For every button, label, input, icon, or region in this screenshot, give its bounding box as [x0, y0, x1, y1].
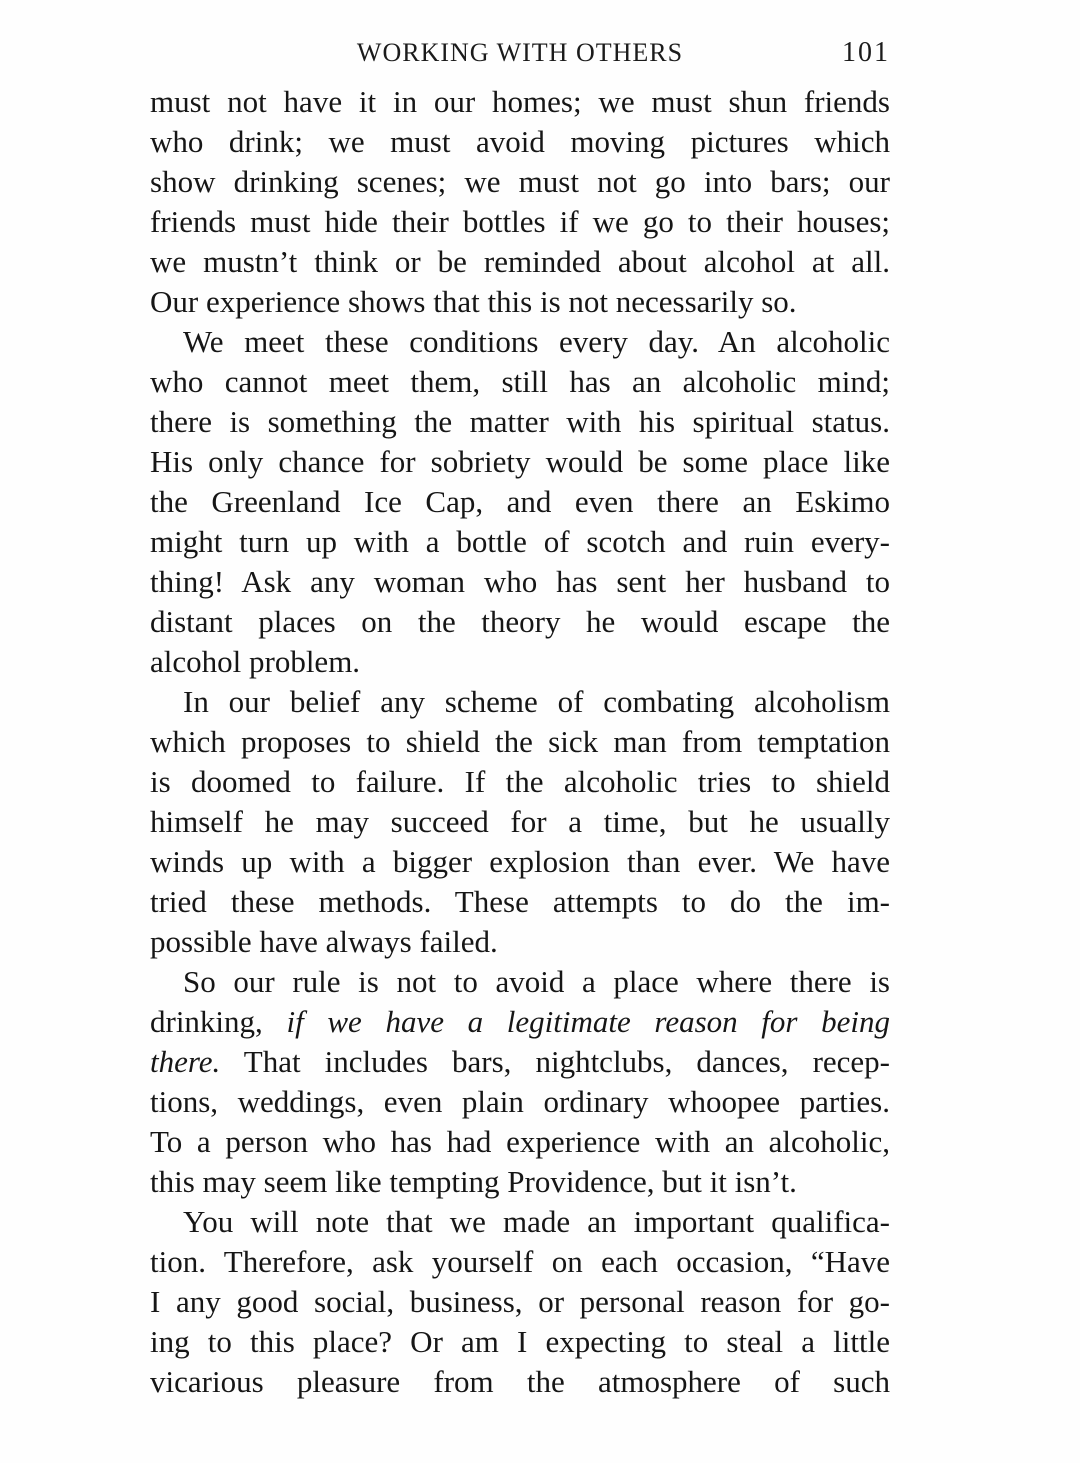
text-run: himself he may succeed for a time, but he usually [150, 804, 890, 839]
text-run: which proposes to shield the sick man from temptation [150, 724, 890, 759]
text-run: I any good social, business, or personal reason for go- [150, 1284, 890, 1319]
page-header [150, 38, 890, 68]
text-line [150, 1082, 890, 1122]
text-line [150, 882, 890, 922]
text-line [150, 202, 890, 242]
text-run: this may seem like tempting Providence, but it isn’t. [150, 1164, 797, 1199]
text-run: who cannot meet them, still has an alcoholic mind; [150, 364, 890, 399]
text-run: tried these methods. These attempts to do the im- [150, 884, 890, 919]
text-run: Our experience shows that this is not necessarily so. [150, 284, 797, 319]
text-run: thing! Ask any woman who has sent her husband to [150, 564, 890, 599]
text-line [150, 362, 890, 402]
text-run: who drink; we must avoid moving pictures which [150, 124, 890, 159]
page-number: 101 [842, 37, 890, 68]
text-run: ing to this place? Or am I expecting to steal a little [150, 1324, 890, 1359]
text-line [150, 82, 890, 122]
text-line [150, 482, 890, 522]
text-run: That includes bars, nightclubs, dances, recep- [220, 1044, 890, 1079]
text-run: possible have always failed. [150, 924, 498, 959]
paragraph [150, 1202, 890, 1402]
text-run: alcohol problem. [150, 644, 361, 679]
text-line [150, 1202, 890, 1242]
text-line [150, 762, 890, 802]
paragraph [150, 322, 890, 682]
text-line [150, 1242, 890, 1282]
text-run: tions, weddings, even plain ordinary whoopee parties. [150, 1084, 890, 1119]
text-run: So our rule is not to avoid a place where there is [183, 964, 890, 999]
text-line [150, 402, 890, 442]
text-line [150, 962, 890, 1002]
text-run: vicarious pleasure from the atmosphere of such [150, 1364, 890, 1399]
text-line [150, 322, 890, 362]
text-line [150, 642, 890, 682]
text-line [150, 1322, 890, 1362]
text-run: distant places on the theory he would escape the [150, 604, 890, 639]
text-line [150, 1122, 890, 1162]
text-run: we mustn’t think or be reminded about alcohol at all. [150, 244, 890, 279]
text-line [150, 522, 890, 562]
text-line [150, 1282, 890, 1322]
paragraph [150, 962, 890, 1202]
text-run: You will note that we made an important qualifica- [183, 1204, 890, 1239]
text-run: drinking, [150, 1004, 287, 1039]
text-line [150, 242, 890, 282]
paragraph [150, 682, 890, 962]
text-line [150, 802, 890, 842]
text-line [150, 562, 890, 602]
text-line [150, 682, 890, 722]
book-page [0, 38, 1080, 1463]
text-line [150, 442, 890, 482]
text-run: winds up with a bigger explosion than ever. We have [150, 844, 890, 879]
text-run: if we have a legitimate reason for being [286, 1004, 890, 1039]
body-text [150, 82, 890, 1402]
text-run: might turn up with a bottle of scotch and ruin every- [150, 524, 890, 559]
text-run: friends must hide their bottles if we go to their houses; [150, 204, 890, 239]
paragraph [150, 82, 890, 322]
text-run: To a person who has had experience with an alcoholic, [150, 1124, 890, 1159]
text-line [150, 722, 890, 762]
text-run: We meet these conditions every day. An alcoholic [183, 324, 890, 359]
text-line [150, 282, 890, 322]
text-line [150, 842, 890, 882]
text-line [150, 1002, 890, 1042]
text-line [150, 922, 890, 962]
text-run: show drinking scenes; we must not go into bars; our [150, 164, 890, 199]
text-run: is doomed to failure. If the alcoholic tries to shield [150, 764, 890, 799]
text-line [150, 162, 890, 202]
text-line [150, 1162, 890, 1202]
running-title: WORKING WITH OTHERS [356, 38, 684, 67]
text-line [150, 122, 890, 162]
text-line [150, 602, 890, 642]
text-run: His only chance for sobriety would be some place like [150, 444, 890, 479]
text-run: there is something the matter with his spiritual status. [150, 404, 890, 439]
text-run: there. [150, 1044, 221, 1079]
text-line [150, 1042, 890, 1082]
text-line [150, 1362, 890, 1402]
text-run: must not have it in our homes; we must shun friends [150, 84, 890, 119]
text-run: the Greenland Ice Cap, and even there an Eskimo [150, 484, 890, 519]
text-run: In our belief any scheme of combating alcoholism [183, 684, 890, 719]
text-run: tion. Therefore, ask yourself on each occasion, “Have [150, 1244, 890, 1279]
